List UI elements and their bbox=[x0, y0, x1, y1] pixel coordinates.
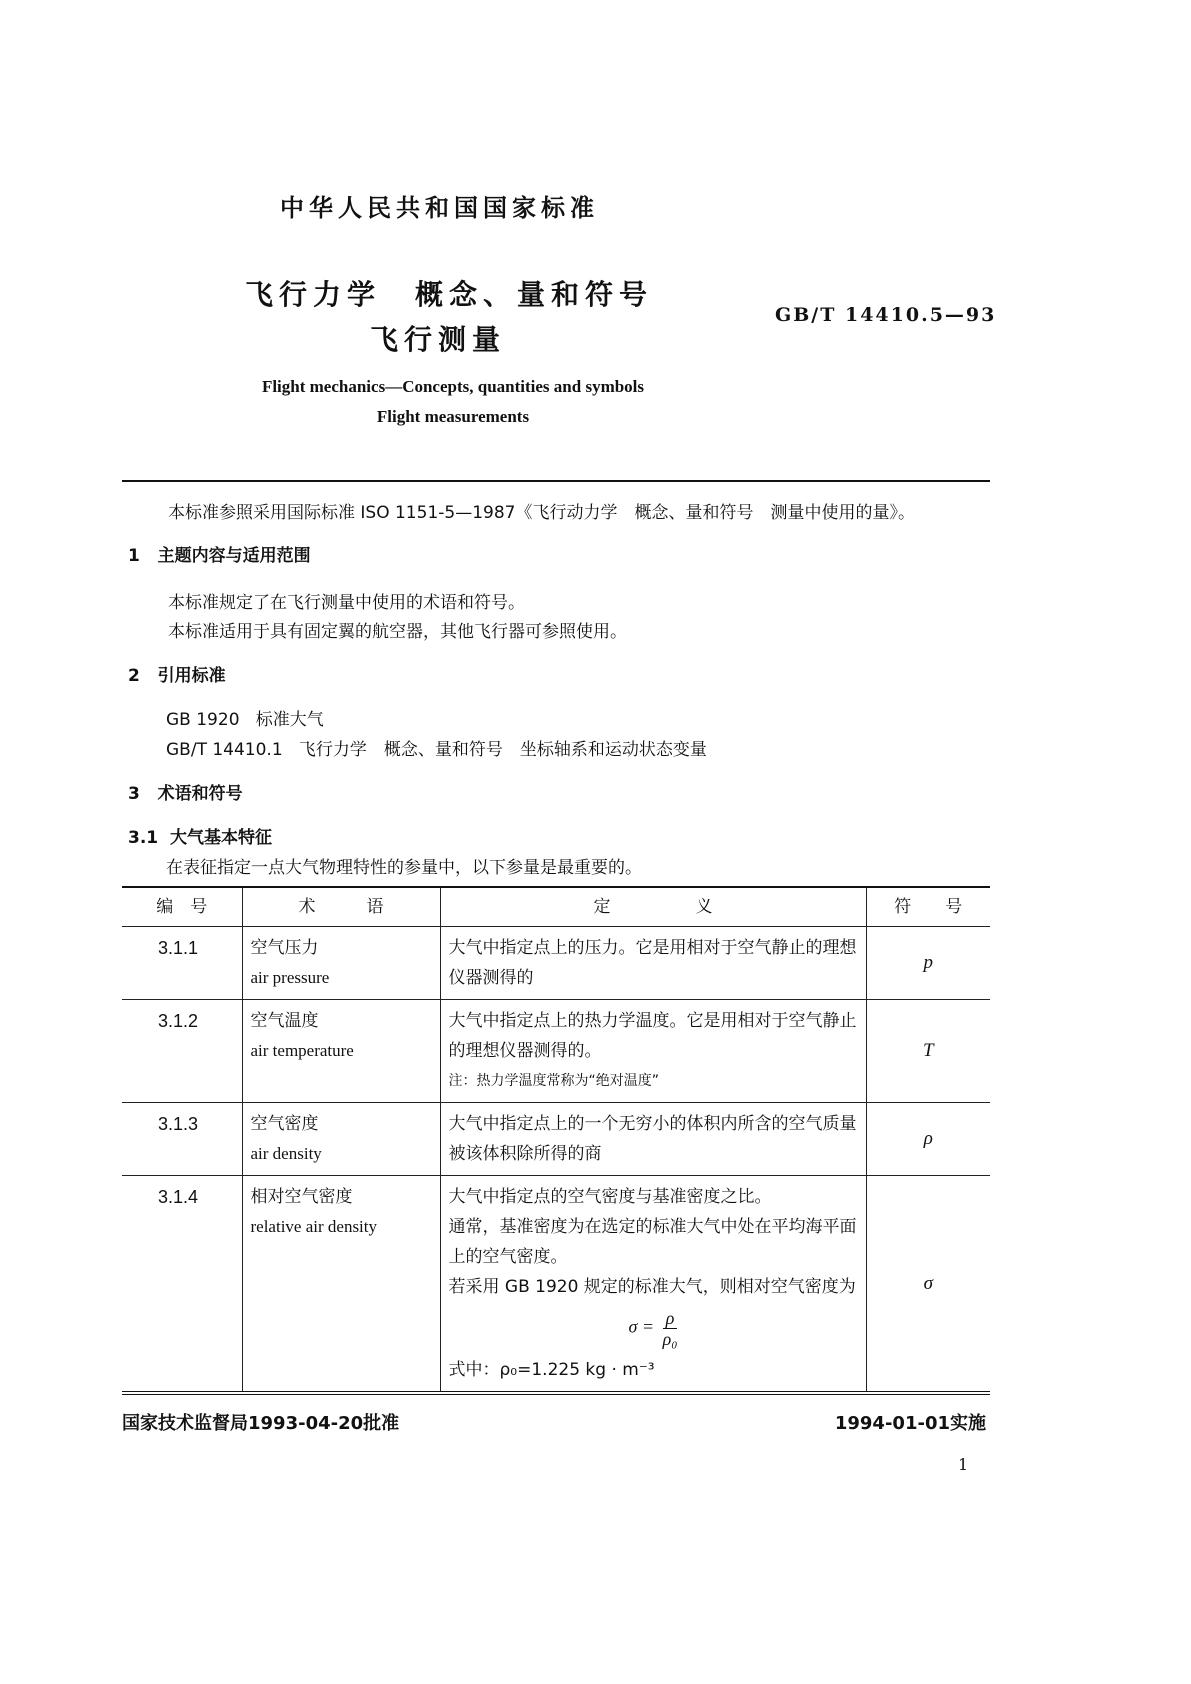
denominator: ρ₀ bbox=[662, 1329, 678, 1349]
section-title: 引用标准 bbox=[157, 666, 226, 686]
section-title: 大气基本特征 bbox=[169, 828, 272, 848]
definition-text: 大气中指定点上的压力。它是用相对于空气静止的理想仪器测得的 bbox=[448, 938, 857, 988]
section-number: 2 bbox=[128, 666, 140, 686]
effective-date: 1994-01-01实施 bbox=[834, 1413, 986, 1434]
section-1-line: 本标准适用于具有固定翼的航空器，其他飞行器可参照使用。 bbox=[168, 622, 627, 642]
definition-cell bbox=[440, 1176, 866, 1394]
term-en: relative air density bbox=[250, 1217, 378, 1236]
section-title: 术语和符号 bbox=[157, 784, 243, 804]
definition-cell bbox=[440, 1103, 866, 1176]
section-3-1-heading bbox=[128, 823, 272, 848]
table-row bbox=[122, 1176, 990, 1394]
symbol: T bbox=[866, 1000, 990, 1103]
reference-name: 标准大气 bbox=[255, 710, 324, 730]
page-number: 1 bbox=[958, 1455, 969, 1474]
title-en-line2: Flight measurements bbox=[376, 407, 530, 426]
section-number: 3.1 bbox=[128, 828, 159, 848]
fraction bbox=[663, 1308, 678, 1349]
definition-cell bbox=[440, 1000, 866, 1103]
term-number: 3.1.4 bbox=[122, 1176, 242, 1394]
approval-date: 国家技术监督局1993-04-20批准 bbox=[122, 1413, 400, 1434]
definition-text: 大气中指定点的空气密度与基准密度之比。 bbox=[448, 1187, 772, 1207]
definition-cell bbox=[440, 927, 866, 1000]
term-cell bbox=[242, 1176, 440, 1394]
numerator: ρ bbox=[663, 1308, 678, 1329]
section-1-heading bbox=[128, 541, 311, 566]
table-row bbox=[122, 927, 990, 1000]
section-number: 1 bbox=[128, 546, 140, 566]
definition-text: 大气中指定点上的一个无穷小的体积内所含的空气质量被该体积除所得的商 bbox=[448, 1114, 857, 1164]
title-cn-line2: 飞行测量 bbox=[370, 323, 507, 356]
term-cn: 空气压力 bbox=[250, 938, 319, 958]
standard-number: GB/T 14410.5—93 bbox=[775, 304, 997, 326]
table-row bbox=[122, 1103, 990, 1176]
term-cn: 空气温度 bbox=[250, 1011, 319, 1031]
reference-item bbox=[166, 735, 707, 760]
header-divider bbox=[122, 480, 990, 482]
definition-text: 通常，基准密度为在选定的标准大气中处在平均海平面上的空气密度。 bbox=[448, 1217, 857, 1267]
term-cn: 相对空气密度 bbox=[250, 1187, 353, 1207]
term-en: air temperature bbox=[250, 1041, 354, 1060]
symbol: p bbox=[866, 927, 990, 1000]
intro-text: 本标准参照采用国际标准 ISO 1151-5—1987《飞行动力学 概念、量和符号 测量中使用的量》。 bbox=[168, 503, 915, 523]
title-cn-line1: 飞行力学 概念、量和符号 bbox=[245, 278, 654, 311]
issuer-title: 中华人民共和国国家标准 bbox=[280, 194, 599, 222]
term-cell bbox=[242, 1000, 440, 1103]
term-en: air density bbox=[250, 1144, 322, 1163]
reference-code: GB 1920 bbox=[166, 710, 240, 730]
header-number: 编 号 bbox=[122, 887, 242, 927]
term-number: 3.1.2 bbox=[122, 1000, 242, 1103]
symbol: σ bbox=[866, 1176, 990, 1394]
header-symbol: 符 号 bbox=[866, 887, 990, 927]
formula-where: 式中：ρ₀=1.225 kg · m⁻³ bbox=[448, 1360, 655, 1380]
section-3-1-text: 在表征指定一点大气物理特性的参量中，以下参量是最重要的。 bbox=[166, 858, 642, 878]
definition-text: 大气中指定点上的热力学温度。它是用相对于空气静止的理想仪器测得的。 bbox=[448, 1011, 857, 1061]
header-definition: 定 义 bbox=[440, 887, 866, 927]
definition-text: 若采用 GB 1920 规定的标准大气，则相对空气密度为 bbox=[448, 1277, 856, 1297]
term-cell bbox=[242, 927, 440, 1000]
reference-name: 飞行力学 概念、量和符号 坐标轴系和运动状态变量 bbox=[298, 740, 707, 760]
header-term: 术 语 bbox=[242, 887, 440, 927]
reference-item bbox=[166, 705, 324, 730]
reference-code: GB/T 14410.1 bbox=[166, 740, 283, 760]
term-en: air pressure bbox=[250, 968, 330, 987]
term-number: 3.1.3 bbox=[122, 1103, 242, 1176]
section-title: 主题内容与适用范围 bbox=[157, 546, 311, 566]
section-2-heading bbox=[128, 661, 226, 686]
table-row bbox=[122, 1000, 990, 1103]
term-number: 3.1.1 bbox=[122, 927, 242, 1000]
section-1-line: 本标准规定了在飞行测量中使用的术语和符号。 bbox=[168, 593, 525, 613]
section-3-heading bbox=[128, 779, 243, 804]
symbol: ρ bbox=[866, 1103, 990, 1176]
term-cn: 空气密度 bbox=[250, 1114, 319, 1134]
table-header-row bbox=[122, 887, 990, 927]
title-en-line1: Flight mechanics—Concepts, quantities and symbols bbox=[261, 377, 645, 396]
formula-lhs: σ = bbox=[628, 1316, 655, 1337]
terms-table bbox=[122, 886, 990, 1395]
definition-note: 注：热力学温度常称为“绝对温度” bbox=[448, 1073, 660, 1089]
section-number: 3 bbox=[128, 784, 140, 804]
term-cell bbox=[242, 1103, 440, 1176]
formula bbox=[449, 1302, 858, 1355]
